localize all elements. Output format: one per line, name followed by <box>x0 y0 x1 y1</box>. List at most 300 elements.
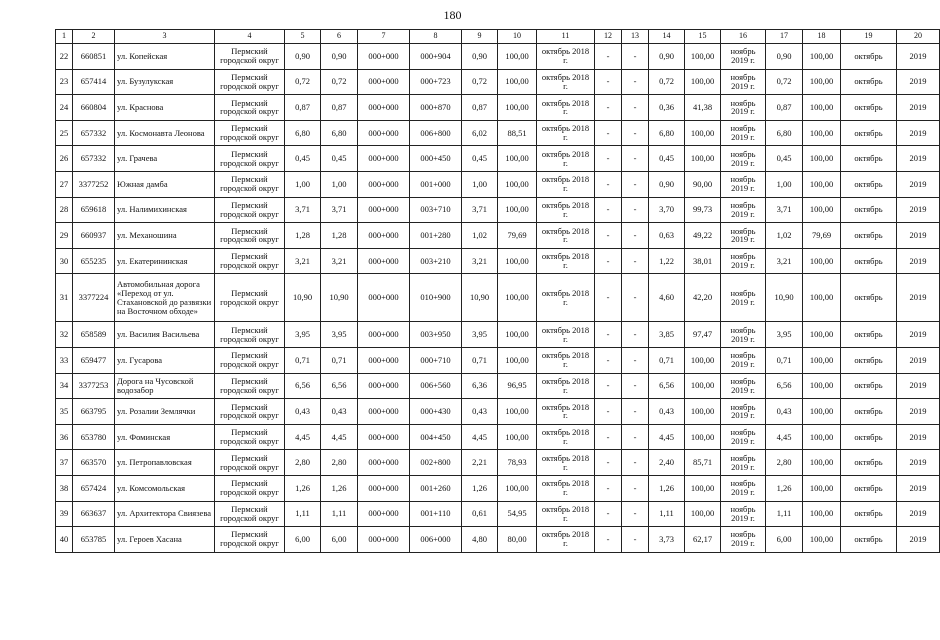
table-cell: 2019 <box>897 322 940 348</box>
column-number-cell: 5 <box>285 30 321 44</box>
table-cell: 100,00 <box>803 146 841 172</box>
road-name-cell: Дорога на Чусовской водозабор <box>115 373 215 399</box>
column-number-cell: 7 <box>358 30 410 44</box>
table-cell: 2019 <box>897 274 940 322</box>
table-cell: 100,00 <box>803 399 841 425</box>
table-cell: 000+870 <box>410 95 462 121</box>
table-cell: 6,56 <box>285 373 321 399</box>
table-cell: 000+000 <box>358 274 410 322</box>
table-cell: 0,90 <box>649 171 685 197</box>
table-cell: 0,90 <box>766 44 803 70</box>
table-cell: Пермский городской округ <box>215 527 285 553</box>
table-cell: 000+000 <box>358 501 410 527</box>
table-cell: Пермский городской округ <box>215 450 285 476</box>
table-cell: Пермский городской округ <box>215 197 285 223</box>
table-cell: 100,00 <box>685 146 721 172</box>
table-cell: ноябрь 2019 г. <box>721 146 766 172</box>
table-cell: 6,56 <box>649 373 685 399</box>
table-cell: октябрь <box>841 501 897 527</box>
road-name-cell: ул. Розалии Землячки <box>115 399 215 425</box>
table-cell: октябрь <box>841 69 897 95</box>
table-cell: 10,90 <box>462 274 498 322</box>
table-cell: 655235 <box>73 248 115 274</box>
table-cell: 100,00 <box>685 69 721 95</box>
table-cell: - <box>595 197 622 223</box>
table-cell: 100,00 <box>498 69 537 95</box>
table-cell: 0,71 <box>462 347 498 373</box>
table-cell: 4,45 <box>462 424 498 450</box>
table-cell: - <box>595 527 622 553</box>
table-cell: - <box>595 373 622 399</box>
table-cell: 2,40 <box>649 450 685 476</box>
table-cell: ноябрь 2019 г. <box>721 373 766 399</box>
table-cell: ноябрь 2019 г. <box>721 171 766 197</box>
table-cell: 26 <box>56 146 73 172</box>
table-cell: 000+000 <box>358 347 410 373</box>
table-cell: 0,90 <box>462 44 498 70</box>
table-cell: 1,26 <box>285 475 321 501</box>
table-cell: октябрь <box>841 274 897 322</box>
table-cell: 10,90 <box>321 274 358 322</box>
table-cell: 6,56 <box>321 373 358 399</box>
table-cell: - <box>595 120 622 146</box>
table-cell: 1,00 <box>321 171 358 197</box>
table-cell: 100,00 <box>803 95 841 121</box>
table-cell: - <box>622 69 649 95</box>
table-cell: 1,26 <box>462 475 498 501</box>
table-cell: октябрь <box>841 197 897 223</box>
table-cell: 660804 <box>73 95 115 121</box>
table-cell: 0,43 <box>462 399 498 425</box>
column-number-cell: 17 <box>766 30 803 44</box>
table-cell: - <box>622 475 649 501</box>
table-cell: 2019 <box>897 171 940 197</box>
table-cell: 1,11 <box>285 501 321 527</box>
table-cell: 0,72 <box>649 69 685 95</box>
table-cell: 100,00 <box>803 44 841 70</box>
table-cell: 100,00 <box>498 44 537 70</box>
table-cell: 10,90 <box>766 274 803 322</box>
table-cell: 3377224 <box>73 274 115 322</box>
road-name-cell: ул. Архитектора Свиязева <box>115 501 215 527</box>
table-cell: 660937 <box>73 223 115 249</box>
table-cell: 100,00 <box>803 527 841 553</box>
table-cell: 100,00 <box>685 347 721 373</box>
table-cell: октябрь 2018 г. <box>537 223 595 249</box>
table-cell: ноябрь 2019 г. <box>721 274 766 322</box>
table-cell: 2019 <box>897 527 940 553</box>
column-number-cell: 1 <box>56 30 73 44</box>
table-cell: 4,60 <box>649 274 685 322</box>
table-cell: 23 <box>56 69 73 95</box>
table-cell: 000+000 <box>358 424 410 450</box>
table-cell: 100,00 <box>498 146 537 172</box>
table-cell: 2019 <box>897 120 940 146</box>
table-cell: октябрь <box>841 223 897 249</box>
table-cell: 100,00 <box>685 399 721 425</box>
table-cell: 001+280 <box>410 223 462 249</box>
table-cell: 3,71 <box>462 197 498 223</box>
table-cell: 6,00 <box>285 527 321 553</box>
road-name-cell: ул. Гусарова <box>115 347 215 373</box>
table-cell: 653780 <box>73 424 115 450</box>
table-cell: 2019 <box>897 450 940 476</box>
table-cell: 1,11 <box>321 501 358 527</box>
table-cell: 2019 <box>897 399 940 425</box>
table-cell: 0,72 <box>766 69 803 95</box>
table-cell: 1,02 <box>462 223 498 249</box>
table-cell: октябрь <box>841 248 897 274</box>
table-cell: 4,45 <box>321 424 358 450</box>
column-number-cell: 19 <box>841 30 897 44</box>
table-cell: октябрь 2018 г. <box>537 146 595 172</box>
table-cell: 10,90 <box>285 274 321 322</box>
table-cell: ноябрь 2019 г. <box>721 501 766 527</box>
table-cell: 37 <box>56 450 73 476</box>
column-number-cell: 20 <box>897 30 940 44</box>
table-cell: 3,70 <box>649 197 685 223</box>
table-cell: Пермский городской округ <box>215 95 285 121</box>
table-cell: ноябрь 2019 г. <box>721 424 766 450</box>
table-cell: - <box>595 146 622 172</box>
table-cell: 3377252 <box>73 171 115 197</box>
table-cell: октябрь <box>841 373 897 399</box>
table-cell: 0,45 <box>285 146 321 172</box>
table-cell: октябрь 2018 г. <box>537 248 595 274</box>
table-cell: 1,26 <box>649 475 685 501</box>
table-cell: 001+260 <box>410 475 462 501</box>
table-cell: 100,00 <box>803 69 841 95</box>
table-cell: 100,00 <box>803 171 841 197</box>
table-cell: 1,28 <box>285 223 321 249</box>
table-cell: 99,73 <box>685 197 721 223</box>
table-cell: 0,43 <box>766 399 803 425</box>
table-cell: 1,26 <box>766 475 803 501</box>
table-cell: 000+000 <box>358 223 410 249</box>
table-cell: - <box>622 223 649 249</box>
table-cell: Пермский городской округ <box>215 424 285 450</box>
table-cell: 000+430 <box>410 399 462 425</box>
table-cell: 0,71 <box>285 347 321 373</box>
table-cell: 80,00 <box>498 527 537 553</box>
column-number-cell: 18 <box>803 30 841 44</box>
table-row <box>56 373 940 399</box>
table-cell: - <box>622 322 649 348</box>
table-cell: 100,00 <box>498 197 537 223</box>
road-name-cell: ул. Механошина <box>115 223 215 249</box>
road-name-cell: ул. Комсомольская <box>115 475 215 501</box>
table-cell: 2019 <box>897 197 940 223</box>
table-cell: 31 <box>56 274 73 322</box>
table-cell: 0,71 <box>649 347 685 373</box>
table-cell: ноябрь 2019 г. <box>721 223 766 249</box>
table-cell: 30 <box>56 248 73 274</box>
table-cell: 79,69 <box>498 223 537 249</box>
table-cell: октябрь 2018 г. <box>537 501 595 527</box>
table-cell: 4,45 <box>766 424 803 450</box>
table-cell: 6,80 <box>321 120 358 146</box>
table-row <box>56 322 940 348</box>
table-cell: 000+000 <box>358 146 410 172</box>
table-cell: Пермский городской округ <box>215 373 285 399</box>
table-row <box>56 69 940 95</box>
road-name-cell: ул. Налимихинская <box>115 197 215 223</box>
table-cell: Пермский городской округ <box>215 120 285 146</box>
table-cell: - <box>595 475 622 501</box>
table-cell: ноябрь 2019 г. <box>721 197 766 223</box>
table-cell: 0,90 <box>321 44 358 70</box>
column-number-cell: 6 <box>321 30 358 44</box>
table-cell: 000+000 <box>358 527 410 553</box>
table-cell: 3,95 <box>321 322 358 348</box>
table-cell: 34 <box>56 373 73 399</box>
table-cell: октябрь 2018 г. <box>537 69 595 95</box>
table-cell: 3,95 <box>766 322 803 348</box>
table-cell: 6,02 <box>462 120 498 146</box>
table-cell: 0,45 <box>321 146 358 172</box>
table-row <box>56 527 940 553</box>
table-cell: Пермский городской округ <box>215 399 285 425</box>
table-cell: 000+000 <box>358 44 410 70</box>
table-cell: 100,00 <box>803 501 841 527</box>
table-cell: Пермский городской округ <box>215 69 285 95</box>
table-cell: 100,00 <box>498 248 537 274</box>
table-cell: 0,72 <box>462 69 498 95</box>
table-cell: 100,00 <box>803 373 841 399</box>
table-cell: - <box>622 146 649 172</box>
table-cell: 3,71 <box>766 197 803 223</box>
table-cell: 0,61 <box>462 501 498 527</box>
table-cell: 1,11 <box>649 501 685 527</box>
table-cell: ноябрь 2019 г. <box>721 347 766 373</box>
column-number-cell: 15 <box>685 30 721 44</box>
road-name-cell: ул. Бузулукская <box>115 69 215 95</box>
table-cell: 2,80 <box>321 450 358 476</box>
table-cell: Пермский городской округ <box>215 223 285 249</box>
table-cell: 2019 <box>897 424 940 450</box>
table-cell: 003+210 <box>410 248 462 274</box>
table-cell: - <box>622 248 649 274</box>
table-cell: 3377253 <box>73 373 115 399</box>
table-cell: 2019 <box>897 475 940 501</box>
table-cell: 663637 <box>73 501 115 527</box>
table-cell: 657332 <box>73 120 115 146</box>
table-cell: 97,47 <box>685 322 721 348</box>
table-cell: октябрь <box>841 322 897 348</box>
table-cell: октябрь <box>841 527 897 553</box>
table-cell: 6,00 <box>766 527 803 553</box>
table-cell: 000+000 <box>358 373 410 399</box>
table-cell: 38 <box>56 475 73 501</box>
table-cell: 6,80 <box>285 120 321 146</box>
table-cell: 663570 <box>73 450 115 476</box>
table-cell: - <box>622 171 649 197</box>
table-cell: 2019 <box>897 347 940 373</box>
table-cell: 100,00 <box>803 347 841 373</box>
table-cell: 2019 <box>897 69 940 95</box>
table-cell: 100,00 <box>685 475 721 501</box>
table-cell: 2019 <box>897 373 940 399</box>
table-cell: 79,69 <box>803 223 841 249</box>
table-cell: - <box>595 450 622 476</box>
table-cell: Пермский городской округ <box>215 347 285 373</box>
table-cell: 2019 <box>897 146 940 172</box>
table-cell: 1,00 <box>766 171 803 197</box>
table-cell: 3,71 <box>285 197 321 223</box>
table-cell: октябрь <box>841 475 897 501</box>
table-cell: 1,22 <box>649 248 685 274</box>
table-cell: 100,00 <box>498 399 537 425</box>
table-cell: 000+450 <box>410 146 462 172</box>
table-cell: октябрь <box>841 399 897 425</box>
table-cell: 38,01 <box>685 248 721 274</box>
table-cell: 657332 <box>73 146 115 172</box>
table-cell: 2,80 <box>285 450 321 476</box>
table-cell: 85,71 <box>685 450 721 476</box>
table-cell: 2019 <box>897 44 940 70</box>
table-cell: 42,20 <box>685 274 721 322</box>
table-cell: Пермский городской округ <box>215 274 285 322</box>
table-cell: 0,87 <box>766 95 803 121</box>
table-cell: 1,28 <box>321 223 358 249</box>
table-cell: ноябрь 2019 г. <box>721 44 766 70</box>
table-cell: 4,80 <box>462 527 498 553</box>
table-cell: октябрь 2018 г. <box>537 399 595 425</box>
table-cell: октябрь 2018 г. <box>537 274 595 322</box>
table-cell: 0,72 <box>321 69 358 95</box>
table-cell: - <box>595 399 622 425</box>
table-cell: 100,00 <box>803 424 841 450</box>
table-cell: 1,26 <box>321 475 358 501</box>
table-cell: 660851 <box>73 44 115 70</box>
road-name-cell: ул. Героев Хасана <box>115 527 215 553</box>
table-cell: - <box>595 248 622 274</box>
table-cell: ноябрь 2019 г. <box>721 69 766 95</box>
table-cell: октябрь 2018 г. <box>537 450 595 476</box>
table-row <box>56 399 940 425</box>
table-cell: 000+000 <box>358 322 410 348</box>
table-cell: октябрь 2018 г. <box>537 44 595 70</box>
table-cell: октябрь 2018 г. <box>537 322 595 348</box>
table-cell: 0,90 <box>285 44 321 70</box>
table-cell: 100,00 <box>803 450 841 476</box>
table-cell: 000+000 <box>358 399 410 425</box>
table-cell: 002+800 <box>410 450 462 476</box>
table-cell: 0,87 <box>285 95 321 121</box>
column-number-cell: 12 <box>595 30 622 44</box>
table-row <box>56 347 940 373</box>
table-cell: 001+110 <box>410 501 462 527</box>
table-cell: 001+000 <box>410 171 462 197</box>
table-cell: октябрь <box>841 347 897 373</box>
table-cell: октябрь 2018 г. <box>537 373 595 399</box>
table-cell: - <box>622 527 649 553</box>
table-cell: 0,45 <box>649 146 685 172</box>
column-number-cell: 3 <box>115 30 215 44</box>
table-cell: 000+723 <box>410 69 462 95</box>
table-cell: - <box>595 171 622 197</box>
table-cell: 4,45 <box>649 424 685 450</box>
table-cell: октябрь 2018 г. <box>537 95 595 121</box>
table-cell: октябрь <box>841 146 897 172</box>
table-cell: Пермский городской округ <box>215 171 285 197</box>
column-number-cell: 9 <box>462 30 498 44</box>
table-cell: 0,71 <box>766 347 803 373</box>
table-cell: ноябрь 2019 г. <box>721 450 766 476</box>
table-cell: 659618 <box>73 197 115 223</box>
table-cell: 004+450 <box>410 424 462 450</box>
road-name-cell: ул. Фоминская <box>115 424 215 450</box>
table-cell: 653785 <box>73 527 115 553</box>
table-cell: октябрь <box>841 450 897 476</box>
table-cell: 010+900 <box>410 274 462 322</box>
page-number: 180 <box>443 8 462 22</box>
table-cell: 100,00 <box>498 322 537 348</box>
table-cell: 3,21 <box>321 248 358 274</box>
table-cell: 000+000 <box>358 475 410 501</box>
table-cell: 78,93 <box>498 450 537 476</box>
table-cell: - <box>595 274 622 322</box>
table-cell: 100,00 <box>803 274 841 322</box>
table-row <box>56 146 940 172</box>
table-cell: - <box>595 501 622 527</box>
table-cell: 0,71 <box>321 347 358 373</box>
column-number-cell: 11 <box>537 30 595 44</box>
table-row <box>56 450 940 476</box>
column-number-cell: 2 <box>73 30 115 44</box>
table-cell: 32 <box>56 322 73 348</box>
table-cell: 0,43 <box>649 399 685 425</box>
table-cell: 28 <box>56 197 73 223</box>
table-cell: 000+000 <box>358 197 410 223</box>
table-cell: - <box>622 347 649 373</box>
table-cell: ноябрь 2019 г. <box>721 527 766 553</box>
column-number-row <box>56 30 940 44</box>
table-cell: - <box>622 501 649 527</box>
table-cell: 27 <box>56 171 73 197</box>
table-cell: 29 <box>56 223 73 249</box>
table-cell: Пермский городской округ <box>215 322 285 348</box>
table-cell: 100,00 <box>685 373 721 399</box>
column-number-cell: 14 <box>649 30 685 44</box>
table-cell: 3,85 <box>649 322 685 348</box>
table-cell: октябрь <box>841 171 897 197</box>
table-cell: 100,00 <box>498 274 537 322</box>
table-cell: - <box>595 95 622 121</box>
table-cell: 90,00 <box>685 171 721 197</box>
table-cell: 39 <box>56 501 73 527</box>
table-row <box>56 197 940 223</box>
table-cell: октябрь 2018 г. <box>537 197 595 223</box>
table-cell: - <box>622 120 649 146</box>
table-cell: 000+904 <box>410 44 462 70</box>
table-cell: ноябрь 2019 г. <box>721 120 766 146</box>
table-cell: 100,00 <box>498 475 537 501</box>
table-cell: 33 <box>56 347 73 373</box>
table-cell: 6,56 <box>766 373 803 399</box>
table-cell: 000+710 <box>410 347 462 373</box>
road-name-cell: ул. Космонавта Леонова <box>115 120 215 146</box>
column-number-cell: 10 <box>498 30 537 44</box>
table-cell: - <box>622 373 649 399</box>
table-cell: 62,17 <box>685 527 721 553</box>
table-cell: 100,00 <box>803 197 841 223</box>
table-cell: 659477 <box>73 347 115 373</box>
table-row <box>56 120 940 146</box>
road-name-cell: ул. Екатерининская <box>115 248 215 274</box>
table-cell: 100,00 <box>498 347 537 373</box>
road-name-cell: ул. Копейская <box>115 44 215 70</box>
